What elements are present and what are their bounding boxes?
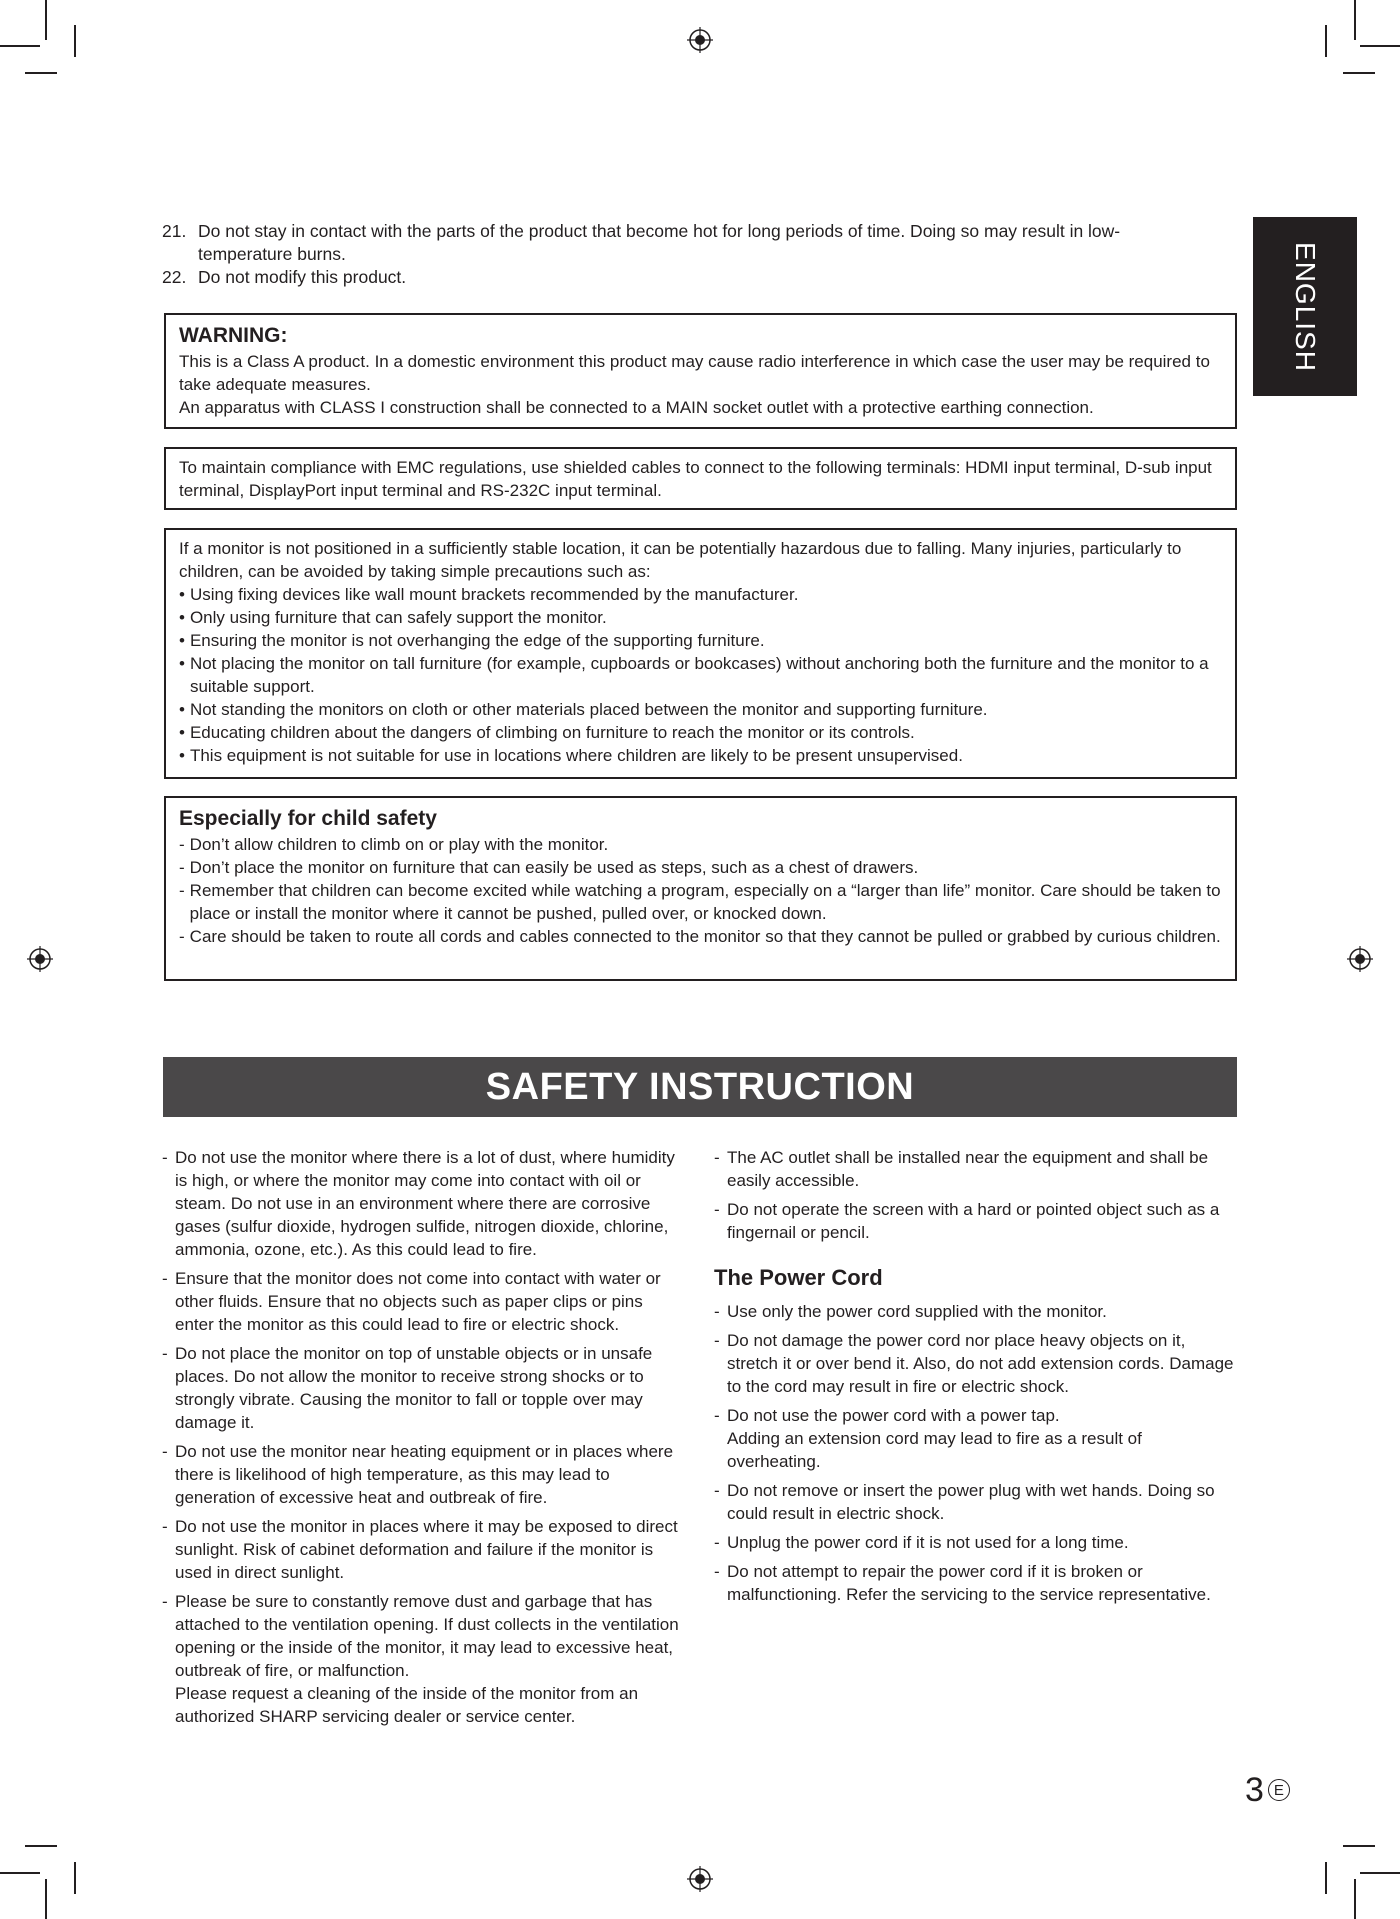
bullet-item: • Only using furniture that can safely support the monitor. bbox=[179, 606, 1223, 629]
list-item-continuation bbox=[162, 1682, 686, 1728]
child-safety-box bbox=[164, 796, 1237, 981]
list-text: Use only the power cord supplied with the monitor. bbox=[727, 1302, 1107, 1321]
warning-title: WARNING: bbox=[179, 324, 288, 347]
numbered-list bbox=[162, 220, 1162, 289]
warning-text: This is a Class A product. In a domestic environment this product may cause radio interference in which case the user may be required to take adequate measures. bbox=[179, 352, 1210, 394]
list-text: Adding an extension cord may lead to fire as a result of overheating. bbox=[727, 1429, 1142, 1471]
bullet-text: Remember that children can become excited while watching a program, especially on a “larger than life” monitor. Care should be taken to place or install the monitor where it cannot be pushed, pulled over, or knocked down. bbox=[189, 881, 1221, 923]
warning-box bbox=[164, 313, 1237, 429]
list-item: - Do not operate the screen with a hard or pointed object such as a fingernail or pencil. bbox=[714, 1198, 1238, 1244]
power-cord-heading: The Power Cord bbox=[714, 1265, 883, 1290]
list-item-continuation bbox=[714, 1427, 1238, 1473]
crop-mark bbox=[25, 1845, 57, 1847]
list-item: - Do not attempt to repair the power cord if it is broken or malfunctioning. Refer the servicing to the service representative. bbox=[714, 1560, 1238, 1606]
crop-mark bbox=[0, 1872, 40, 1874]
crop-mark bbox=[1343, 72, 1375, 74]
list-item: - Do not damage the power cord nor place heavy objects on it, stretch it or over bend it. Also, do not add extension cords. Damage to the cord may result in fire or electric shock. bbox=[714, 1329, 1238, 1398]
language-tab-label: ENGLISH bbox=[1290, 241, 1321, 372]
bullet-text: Using fixing devices like wall mount brackets recommended by the manufacturer. bbox=[189, 585, 799, 604]
stability-box bbox=[164, 528, 1237, 779]
bullet-text: Only using furniture that can safely support the monitor. bbox=[189, 608, 607, 627]
list-number: 21. bbox=[162, 221, 187, 241]
list-item: - Do not place the monitor on top of unstable objects or in unsafe places. Do not allow the monitor to receive strong shocks or to strongly vibrate. Causing the monitor to fall or topple over may damage it. bbox=[162, 1342, 686, 1434]
bullet-item: • Not placing the monitor on tall furniture (for example, cupboards or bookcases) without anchoring both the furniture and the monitor to a suitable support. bbox=[179, 652, 1223, 698]
section-title: SAFETY INSTRUCTION bbox=[485, 1065, 915, 1108]
registration-mark-icon bbox=[27, 946, 53, 972]
stability-intro: If a monitor is not positioned in a sufficiently stable location, it can be potentially hazardous due to falling. Many injuries, particularly to children, can be avoided by taking simple precautions such as: bbox=[179, 539, 1182, 581]
list-text: Please be sure to constantly remove dust and garbage that has attached to the ventilation opening. If dust collects in the ventilation opening or the inside of the monitor, it may lead to excessive heat, outbreak of fire, or malfunction. bbox=[175, 1592, 679, 1680]
crop-mark bbox=[1325, 1862, 1327, 1894]
list-item: - Unplug the power cord if it is not used for a long time. bbox=[714, 1531, 1238, 1554]
crop-mark bbox=[0, 45, 40, 47]
bullet-item: • This equipment is not suitable for use in locations where children are likely to be present unsupervised. bbox=[179, 744, 1223, 767]
list-text: Do not damage the power cord nor place heavy objects on it, stretch it or over bend it. Also, do not add extension cords. Damage to the cord may result in fire or electric shock. bbox=[727, 1331, 1234, 1396]
crop-mark bbox=[45, 0, 47, 40]
bullet-item: - Remember that children can become excited while watching a program, especially on a “larger than life” monitor. Care should be taken to place or install the monitor where it cannot be pushed, pulled over, or knocked down. bbox=[179, 879, 1223, 925]
list-text: Do not use the monitor near heating equipment or in places where there is likelihood of high temperature, as this may lead to generation of excessive heat and outbreak of fire. bbox=[175, 1442, 674, 1507]
crop-mark bbox=[1354, 0, 1356, 40]
bullet-item: - Don’t place the monitor on furniture that can easily be used as steps, such as a chest of drawers. bbox=[179, 856, 1223, 879]
list-text: Do not use the monitor where there is a lot of dust, where humidity is high, or where the monitor may come into contact with oil or steam. Do not use in an environment where there are corrosive gases (sulfur dioxide, hydrogen sulfide, nitrogen dioxide, chlorine, ammonia, ozone, etc.). As this could lead to fire. bbox=[175, 1148, 675, 1259]
child-safety-title: Especially for child safety bbox=[179, 807, 437, 830]
list-text: Do not operate the screen with a hard or pointed object such as a fingernail or pencil. bbox=[727, 1200, 1220, 1242]
bullet-text: Ensuring the monitor is not overhanging the edge of the supporting furniture. bbox=[189, 631, 765, 650]
list-item: - Do not remove or insert the power plug with wet hands. Doing so could result in electric shock. bbox=[714, 1479, 1238, 1525]
bullet-item: • Not standing the monitors on cloth or other materials placed between the monitor and supporting furniture. bbox=[179, 698, 1223, 721]
list-text: The AC outlet shall be installed near the equipment and shall be easily accessible. bbox=[727, 1148, 1209, 1190]
list-text: Please request a cleaning of the inside of the monitor from an authorized SHARP servicing dealer or service center. bbox=[175, 1684, 639, 1726]
list-item: - The AC outlet shall be installed near the equipment and shall be easily accessible. bbox=[714, 1146, 1238, 1192]
list-text: Do not use the power cord with a power tap. bbox=[727, 1406, 1060, 1425]
left-column bbox=[162, 1146, 686, 1734]
warning-text: An apparatus with CLASS I construction shall be connected to a MAIN socket outlet with a protective earthing connection. bbox=[179, 398, 1094, 417]
list-text: Do not place the monitor on top of unstable objects or in unsafe places. Do not allow the monitor to receive strong shocks or to strongly vibrate. Causing the monitor to fall or topple over may damage it. bbox=[175, 1344, 653, 1432]
bullet-text: Care should be taken to route all cords and cables connected to the monitor so that they cannot be pulled or grabbed by curious children. bbox=[189, 927, 1221, 946]
emc-box bbox=[164, 447, 1237, 510]
bullet-text: This equipment is not suitable for use in locations where children are likely to be present unsupervised. bbox=[189, 746, 963, 765]
bullet-item: • Ensuring the monitor is not overhanging the edge of the supporting furniture. bbox=[179, 629, 1223, 652]
list-text: Unplug the power cord if it is not used for a long time. bbox=[727, 1533, 1129, 1552]
crop-mark bbox=[1354, 1879, 1356, 1919]
crop-mark bbox=[1360, 1872, 1400, 1874]
page-number-value: 3 bbox=[1245, 1771, 1264, 1809]
emc-text: To maintain compliance with EMC regulations, use shielded cables to connect to the following terminals: HDMI input terminal, D-sub input terminal, DisplayPort input terminal and RS-232C input terminal. bbox=[179, 458, 1212, 500]
page-number bbox=[1245, 1770, 1290, 1810]
list-text: Do not attempt to repair the power cord if it is broken or malfunctioning. Refer the servicing to the service representative. bbox=[727, 1562, 1211, 1604]
list-text: Do not remove or insert the power plug with wet hands. Doing so could result in electric shock. bbox=[727, 1481, 1215, 1523]
list-item bbox=[162, 266, 1162, 289]
crop-mark bbox=[45, 1879, 47, 1919]
registration-mark-icon bbox=[687, 1866, 713, 1892]
list-text: Do not stay in contact with the parts of the product that become hot for long periods of time. Doing so may result in low-temperature burns. bbox=[198, 221, 1121, 264]
bullet-text: Don’t allow children to climb on or play with the monitor. bbox=[189, 835, 609, 854]
list-item bbox=[162, 220, 1162, 266]
list-text: Do not modify this product. bbox=[198, 267, 407, 287]
list-number: 22. bbox=[162, 267, 187, 287]
bullet-text: Not standing the monitors on cloth or other materials placed between the monitor and supporting furniture. bbox=[189, 700, 988, 719]
bullet-item: - Don’t allow children to climb on or play with the monitor. bbox=[179, 833, 1223, 856]
bullet-text: Educating children about the dangers of climbing on furniture to reach the monitor or its controls. bbox=[189, 723, 915, 742]
list-item: - Do not use the monitor near heating equipment or in places where there is likelihood of high temperature, as this may lead to generation of excessive heat and outbreak of fire. bbox=[162, 1440, 686, 1509]
crop-mark bbox=[1325, 25, 1327, 57]
section-title-banner bbox=[163, 1057, 1237, 1117]
crop-mark bbox=[74, 1862, 76, 1894]
bullet-item: - Care should be taken to route all cords and cables connected to the monitor so that they cannot be pulled or grabbed by curious children. bbox=[179, 925, 1223, 948]
crop-mark bbox=[25, 72, 57, 74]
language-tab bbox=[1253, 217, 1357, 396]
bullet-item: • Using fixing devices like wall mount brackets recommended by the manufacturer. bbox=[179, 583, 1223, 606]
page-suffix-badge: E bbox=[1268, 1779, 1290, 1801]
bullet-text: Not placing the monitor on tall furniture (for example, cupboards or bookcases) without anchoring both the furniture and the monitor to a suitable support. bbox=[189, 654, 1209, 696]
registration-mark-icon bbox=[687, 27, 713, 53]
crop-mark bbox=[74, 25, 76, 57]
crop-mark bbox=[1360, 45, 1400, 47]
list-text: Do not use the monitor in places where it may be exposed to direct sunlight. Risk of cabinet deformation and failure if the monitor is used in direct sunlight. bbox=[175, 1517, 678, 1582]
list-item: - Ensure that the monitor does not come into contact with water or other fluids. Ensure that no objects such as paper clips or pins enter the monitor as this could lead to fire or electric shock. bbox=[162, 1267, 686, 1336]
registration-mark-icon bbox=[1347, 946, 1373, 972]
list-item: - Do not use the monitor where there is a lot of dust, where humidity is high, or where the monitor may come into contact with oil or steam. Do not use in an environment where there are corrosive gases (sulfur dioxide, hydrogen sulfide, nitrogen dioxide, chlorine, ammonia, ozone, etc.). As this could lead to fire. bbox=[162, 1146, 686, 1261]
list-text: Ensure that the monitor does not come into contact with water or other fluids. Ensure that no objects such as paper clips or pins enter the monitor as this could lead to fire or electric shock. bbox=[175, 1269, 661, 1334]
list-item: - Do not use the monitor in places where it may be exposed to direct sunlight. Risk of cabinet deformation and failure if the monitor is used in direct sunlight. bbox=[162, 1515, 686, 1584]
crop-mark bbox=[1343, 1845, 1375, 1847]
bullet-text: Don’t place the monitor on furniture that can easily be used as steps, such as a chest of drawers. bbox=[189, 858, 919, 877]
bullet-item: • Educating children about the dangers of climbing on furniture to reach the monitor or its controls. bbox=[179, 721, 1223, 744]
list-item: - Please be sure to constantly remove dust and garbage that has attached to the ventilation opening. If dust collects in the ventilation opening or the inside of the monitor, it may lead to excessive heat, outbreak of fire, or malfunction. bbox=[162, 1590, 686, 1682]
list-item: - Do not use the power cord with a power tap. bbox=[714, 1404, 1238, 1427]
right-column bbox=[714, 1146, 1238, 1612]
list-item: - Use only the power cord supplied with the monitor. bbox=[714, 1300, 1238, 1323]
